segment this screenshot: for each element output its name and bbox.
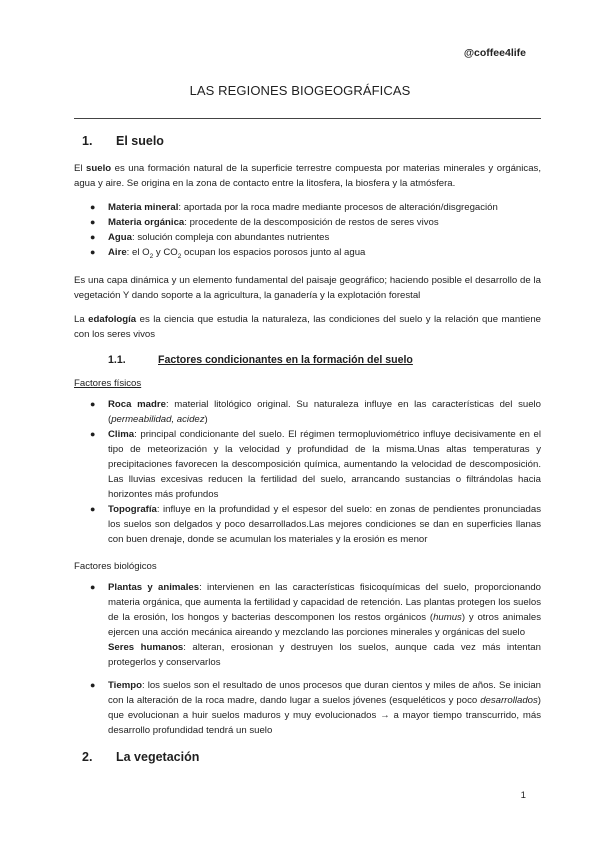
physical-factors-label: Factores físicos: [74, 377, 142, 389]
section-title: La vegetación: [116, 749, 200, 764]
subsection-title: Factores condicionantes en la formación del suelo: [158, 353, 413, 366]
list-item: ● Materia orgánica: procedente de la descomposición de restos de seres vivos: [90, 217, 439, 228]
section-heading-suelo: [74, 134, 541, 148]
term-suelo: suelo: [86, 163, 112, 174]
list-item: ● Topografía: influye en la profundidad y el espesor del suelo: en zonas de pendientes pronunciadas los suelos son delgados y poco desarrollados.Las mejores condiciones se dan en superficies llanas con buen drenaje, donde se acumulan los materiales y la erosión es menor: [90, 503, 541, 545]
section-number: 1.: [82, 134, 93, 148]
page-title: LAS REGIONES BIOGEOGRÁFICAS: [189, 83, 411, 98]
document-body: [74, 134, 541, 777]
subsection-number: 1.1.: [108, 353, 126, 366]
biological-factors-list: [74, 580, 541, 738]
list-item: ● Plantas y animales: intervienen en las características fisicoquímicas del suelo, proporcionando materia orgánica, que aumenta la fertilidad y capacidad de retención. Las plantas protegen los suelos de la erosión, los hongos y bacterias descomponen los restos orgánicos (humus) y otros animales ejercen una acción mecánica aireando y mezclando las porciones minerales y orgánicas del suelo Seres humanos: alteran, erosionan y destruyen los suelos, aunque cada vez más intentan protegerlos y conservarlos: [90, 581, 542, 668]
subsection-heading: [74, 354, 541, 366]
list-item: ● Materia mineral: aportada por la roca madre mediante procesos de alteración/disgregación: [90, 202, 498, 213]
list-item: ● Tiempo: los suelos son el resultado de unos procesos que duran cientos y miles de años. Se inician con la alteración de la roca madre, dando lugar a suelos jóvenes (esqueléticos y poco desarrollados) que evolucionan a huir suelos maduros y muy evolucionados → a mayor tiempo transcurrido, más desarrollo profundidad tendrá un suelo: [90, 679, 541, 736]
physical-factors-list: [74, 397, 541, 547]
title-divider: [74, 118, 541, 119]
term-edafologia: edafología: [88, 313, 137, 325]
paragraph-edafologia: La edafología es la ciencia que estudia la naturaleza, las condiciones del suelo y la relación que mantiene con los seres vivos: [74, 313, 541, 340]
intro-paragraph: El suelo es una formación natural de la superficie terrestre compuesta por materias minerales y orgánicas, agua y aire. Se origina en la zona de contacto entre la litosfera, la biosfera y la atmósfera.: [74, 163, 541, 189]
list-item: ● Roca madre: material litológico original. Su naturaleza influye en las características del suelo (permeabilidad, acidez): [90, 398, 542, 425]
section-title: El suelo: [116, 134, 164, 148]
components-list: [74, 200, 541, 264]
paragraph-dinamica: Es una capa dinámica y un elemento fundamental del paisaje geográfico; haciendo posible el desarrollo de la vegetación Y dando soporte a la agricultura, la ganadería y la explotación forestal: [74, 274, 541, 301]
page-number: 1: [520, 790, 526, 801]
list-spacer: [74, 670, 541, 678]
biological-factors-label: Factores biológicos: [74, 560, 157, 572]
watermark: @coffee4life: [463, 47, 526, 59]
list-item: ● Agua: solución compleja con abundantes nutrientes: [90, 232, 330, 243]
section-heading-vegetacion: [74, 750, 541, 764]
section-number: 2.: [82, 749, 93, 764]
list-item: ● Clima: principal condicionante del suelo. El régimen termopluviométrico influye decisivamente en el tipo de meteorización y la velocidad y profundidad de la misma.Unas altas temperaturas y precipitaciones favorecen la descomposición química, aumentando la velocidad de descomposición. Las lluvias excesivas reducen la fertilidad del suelo, arrancando sustancias o filtrándolas hacia horizontes más profundos: [90, 428, 541, 500]
list-item: ● Aire: el $O_2$ y $CO_2$ ocupan los espacios porosos junto al agua: [90, 247, 366, 260]
